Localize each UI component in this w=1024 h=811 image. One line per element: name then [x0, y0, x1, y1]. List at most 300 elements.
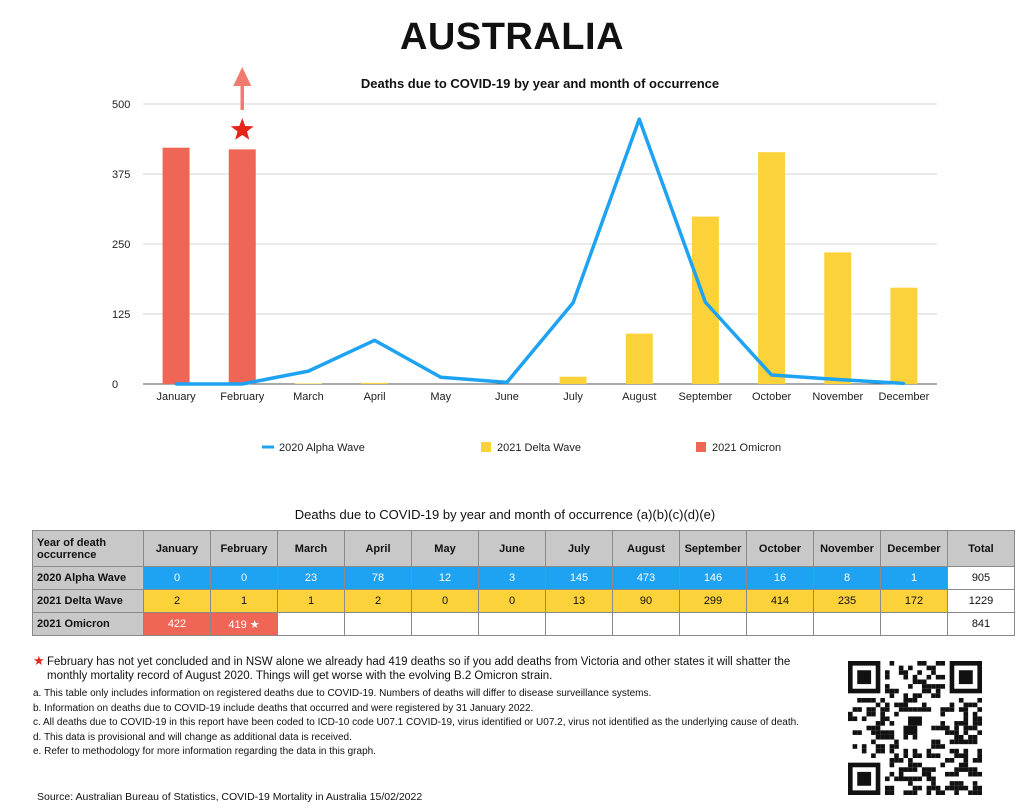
x-tick-label: July [563, 391, 583, 403]
qr-module [940, 661, 945, 666]
qr-module [862, 749, 867, 754]
qr-module [931, 726, 936, 731]
qr-module [954, 726, 959, 731]
table-cell: 1 [278, 590, 345, 613]
qr-module [950, 786, 955, 791]
qr-module [885, 790, 890, 795]
table-cell: 2 [345, 590, 412, 613]
qr-module [940, 721, 945, 726]
qr-module [903, 790, 908, 795]
qr-module [968, 735, 973, 740]
qr-module [964, 703, 969, 708]
x-tick-label: August [622, 391, 657, 403]
qr-module [973, 716, 978, 721]
qr-module [954, 790, 959, 795]
row-label: 2021 Omicron [33, 613, 144, 636]
x-tick-label: March [293, 391, 324, 403]
qr-module [931, 666, 936, 671]
qr-module [880, 712, 885, 717]
arrow-up-icon [233, 67, 251, 86]
qr-module [940, 707, 945, 712]
qr-module [917, 661, 922, 666]
qr-module [890, 744, 895, 749]
qr-module [977, 721, 982, 726]
qr-module [954, 786, 959, 791]
point-june [505, 381, 508, 384]
col-header-november: November [814, 531, 881, 567]
table-cell: 414 [747, 590, 814, 613]
qr-module [968, 772, 973, 777]
qr-module [885, 777, 890, 782]
table-row [33, 613, 1015, 636]
qr-module [876, 735, 881, 740]
table-cell: 78 [345, 567, 412, 590]
point-february [241, 383, 244, 386]
qr-module [853, 730, 858, 735]
qr-module [922, 703, 927, 708]
qr-module [913, 679, 918, 684]
qr-module [894, 753, 899, 758]
qr-module [977, 786, 982, 791]
qr-module [899, 707, 904, 712]
qr-module [894, 689, 899, 694]
col-header-january: January [144, 531, 211, 567]
bar-2021-delta-wave-december [890, 288, 917, 384]
qr-module [973, 712, 978, 717]
qr-module [903, 767, 908, 772]
x-tick-label: June [494, 391, 519, 403]
legend-swatch [696, 442, 706, 452]
qr-module [968, 790, 973, 795]
table-cell [613, 613, 680, 636]
qr-module [922, 661, 927, 666]
qr-module [936, 684, 941, 689]
qr-module [903, 698, 908, 703]
qr-module [908, 781, 913, 786]
qr-module [903, 749, 908, 754]
legend-label: 2020 Alpha Wave [279, 442, 365, 454]
qr-module [853, 707, 858, 712]
qr-module [964, 753, 969, 758]
qr-module [940, 790, 945, 795]
table-cell: 145 [546, 567, 613, 590]
qr-module [922, 684, 927, 689]
table-cell: 13 [546, 590, 613, 613]
qr-module [853, 744, 858, 749]
qr-module [959, 786, 964, 791]
qr-module [908, 758, 913, 763]
qr-module [917, 707, 922, 712]
qr-module [968, 726, 973, 731]
qr-module [964, 763, 969, 768]
qr-module [977, 753, 982, 758]
footnote-a: a. This table only includes information on registered deaths due to COVID-19. Numbers of deaths will differ to disease surveillance systems. [33, 688, 652, 699]
dino-icon-leg [903, 735, 908, 740]
bar-2021-omicron-january [163, 148, 190, 384]
qr-module [885, 670, 890, 675]
qr-module [977, 758, 982, 763]
table-cell: 0 [211, 567, 278, 590]
qr-module [908, 698, 913, 703]
qr-module [927, 666, 932, 671]
qr-module [973, 726, 978, 731]
source-text: Source: Australian Bureau of Statistics, COVID-19 Mortality in Australia 15/02/2022 [37, 791, 423, 803]
col-header-june: June [479, 531, 546, 567]
point-may [439, 376, 442, 379]
qr-module [876, 703, 881, 708]
qr-module [866, 712, 871, 717]
qr-module [866, 726, 871, 731]
qr-module [913, 675, 918, 680]
legend-label: 2021 Delta Wave [497, 442, 581, 454]
qr-module [848, 712, 853, 717]
table-row [33, 590, 1015, 613]
deaths-table [32, 530, 1015, 636]
qr-module [959, 753, 964, 758]
qr-module [913, 767, 918, 772]
qr-module [931, 786, 936, 791]
qr-module [890, 730, 895, 735]
row-total: 841 [948, 613, 1015, 636]
qr-module [936, 786, 941, 791]
point-march [307, 370, 310, 373]
qr-module [899, 767, 904, 772]
qr-module [880, 730, 885, 735]
qr-module [977, 707, 982, 712]
qr-module [908, 767, 913, 772]
x-tick-label: February [220, 391, 265, 403]
qr-module [853, 716, 858, 721]
table-cell [412, 613, 479, 636]
main-title: AUSTRALIA [399, 16, 625, 58]
qr-module [936, 661, 941, 666]
qr-module [964, 712, 969, 717]
qr-module [945, 707, 950, 712]
table-header-row [33, 531, 1015, 567]
qr-module [959, 767, 964, 772]
x-tick-label: December [878, 391, 930, 403]
bar-2021-omicron-february [229, 149, 256, 384]
table-cell: 172 [881, 590, 948, 613]
col-header-october: October [747, 531, 814, 567]
qr-module [936, 740, 941, 745]
qr-module [890, 790, 895, 795]
point-november [836, 378, 839, 381]
table-cell [278, 613, 345, 636]
qr-module [973, 781, 978, 786]
qr-module [908, 707, 913, 712]
qr-module [908, 684, 913, 689]
qr-module [950, 749, 955, 754]
qr-module [913, 693, 918, 698]
qr-module [890, 735, 895, 740]
qr-module [857, 698, 862, 703]
qr-module [922, 707, 927, 712]
table-cell: 0 [144, 567, 211, 590]
qr-module [927, 749, 932, 754]
qr-module [927, 767, 932, 772]
col-header-december: December [881, 531, 948, 567]
table-cell [479, 613, 546, 636]
qr-module [903, 753, 908, 758]
qr-module [917, 753, 922, 758]
qr-module [959, 740, 964, 745]
qr-module [885, 684, 890, 689]
qr-module [890, 721, 895, 726]
qr-module [917, 777, 922, 782]
point-august [638, 118, 641, 121]
table-cell [881, 613, 948, 636]
qr-module [931, 744, 936, 749]
qr-module [954, 753, 959, 758]
qr-module [950, 740, 955, 745]
table-cell: 473 [613, 567, 680, 590]
qr-module [917, 693, 922, 698]
qr-module [894, 712, 899, 717]
qr-module [973, 772, 978, 777]
notes [33, 655, 833, 760]
qr-module [945, 730, 950, 735]
qr-module [927, 689, 932, 694]
qr-module [880, 735, 885, 740]
qr-finder-core [959, 670, 973, 684]
qr-module [927, 772, 932, 777]
qr-module [857, 707, 862, 712]
y-tick-label: 375 [112, 169, 131, 181]
qr-module [973, 721, 978, 726]
table-cell: 23 [278, 567, 345, 590]
dino-icon-leg [913, 735, 918, 740]
qr-module [927, 684, 932, 689]
qr-module [890, 763, 895, 768]
qr-module [885, 716, 890, 721]
qr-module [876, 749, 881, 754]
qr-module [954, 781, 959, 786]
qr-module [954, 740, 959, 745]
qr-module [954, 730, 959, 735]
qr-module [880, 707, 885, 712]
qr-finder-core [857, 772, 871, 786]
star-note [33, 655, 833, 683]
qr-module [940, 744, 945, 749]
qr-module [890, 749, 895, 754]
qr-module [964, 740, 969, 745]
qr-module [940, 684, 945, 689]
qr-module [913, 777, 918, 782]
row-total: 905 [948, 567, 1015, 590]
qr-module [977, 749, 982, 754]
table-cell [747, 613, 814, 636]
table-cell: 3 [479, 567, 546, 590]
legend-label: 2021 Omicron [712, 442, 782, 454]
qr-module [950, 703, 955, 708]
qr-module [876, 721, 881, 726]
qr-module [885, 703, 890, 708]
qr-module [885, 735, 890, 740]
qr-module [977, 698, 982, 703]
qr-module [936, 675, 941, 680]
qr-module [973, 767, 978, 772]
col-header-march: March [278, 531, 345, 567]
dino-icon-body [903, 726, 917, 735]
qr-module [885, 689, 890, 694]
corner-header: Year of death occurrence [33, 531, 144, 567]
qr-module [894, 744, 899, 749]
bar-2021-delta-wave-april [361, 383, 388, 384]
qr-module [903, 707, 908, 712]
point-october [770, 374, 773, 377]
qr-module [931, 740, 936, 745]
bar-2021-delta-wave-november [824, 252, 851, 384]
qr-module [959, 721, 964, 726]
qr-module [890, 772, 895, 777]
star-icon [231, 118, 254, 140]
y-tick-label: 500 [112, 99, 131, 111]
qr-module [950, 772, 955, 777]
col-header-july: July [546, 531, 613, 567]
qr-module [954, 749, 959, 754]
x-tick-label: November [812, 391, 864, 403]
qr-module [964, 726, 969, 731]
qr-module [880, 744, 885, 749]
qr-module [968, 767, 973, 772]
table-cell: 1 [881, 567, 948, 590]
table-cell: 8 [814, 567, 881, 590]
qr-module [871, 726, 876, 731]
qr-module [899, 703, 904, 708]
qr-module [931, 777, 936, 782]
table-cell: 1 [211, 590, 278, 613]
qr-module [940, 726, 945, 731]
table-cell: 299 [680, 590, 747, 613]
point-july [572, 301, 575, 304]
qr-module [940, 712, 945, 717]
star-note-text: February has not yet concluded and in NSW alone we already had 419 deaths so if you add deaths from Victoria and other states it will shatter the monthly mortality record of August 2020. Things will get worse with the evolving B.2 Omicron strain. [47, 656, 791, 682]
table-cell: 419 ★ [211, 613, 278, 636]
qr-module [959, 707, 964, 712]
qr-module [964, 707, 969, 712]
qr-module [936, 753, 941, 758]
qr-module [876, 726, 881, 731]
table-cell: 0 [479, 590, 546, 613]
footnote-d: d. This data is provisional and will change as additional data is received. [33, 731, 352, 743]
qr-module [977, 790, 982, 795]
qr-module [977, 730, 982, 735]
qr-module [927, 753, 932, 758]
qr-module [950, 781, 955, 786]
line-2020-alpha-wave [176, 119, 904, 384]
qr-module [973, 790, 978, 795]
x-tick-label: October [752, 391, 792, 403]
qr-module [871, 740, 876, 745]
qr-module [899, 758, 904, 763]
qr-module [973, 786, 978, 791]
table-cell [814, 613, 881, 636]
qr-module [908, 777, 913, 782]
point-september [704, 301, 707, 304]
qr-module [931, 753, 936, 758]
qr-code-icon[interactable] [848, 661, 982, 795]
qr-module [968, 740, 973, 745]
qr-module [945, 772, 950, 777]
y-tick-label: 250 [112, 239, 131, 251]
point-april [373, 339, 376, 342]
qr-module [922, 679, 927, 684]
bar-2021-delta-wave-august [626, 334, 653, 384]
footnote-b: b. Information on deaths due to COVID-19 include deaths that occurred and were registered by 31 January 2022. [33, 702, 534, 714]
qr-module [964, 730, 969, 735]
qr-module [862, 698, 867, 703]
qr-module [903, 675, 908, 680]
qr-module [908, 763, 913, 768]
qr-module [927, 707, 932, 712]
qr-module [936, 790, 941, 795]
qr-module [936, 744, 941, 749]
x-tick-label: April [363, 391, 386, 403]
qr-module [917, 763, 922, 768]
col-header-september: September [680, 531, 747, 567]
table-row [33, 567, 1015, 590]
qr-module [890, 786, 895, 791]
qr-module [908, 666, 913, 671]
qr-module [885, 707, 890, 712]
qr-module [880, 698, 885, 703]
x-tick-label: May [430, 391, 452, 403]
qr-module [927, 675, 932, 680]
qr-module [931, 781, 936, 786]
table-cell: 2 [144, 590, 211, 613]
qr-module [940, 675, 945, 680]
qr-module [973, 758, 978, 763]
qr-module [917, 670, 922, 675]
col-header-total: Total [948, 531, 1015, 567]
table-cell: 0 [412, 590, 479, 613]
qr-module [871, 753, 876, 758]
qr-module [959, 698, 964, 703]
qr-module [913, 753, 918, 758]
col-header-february: February [211, 531, 278, 567]
qr-module [885, 786, 890, 791]
col-header-may: May [412, 531, 479, 567]
qr-module [913, 786, 918, 791]
qr-module [866, 698, 871, 703]
y-tick-label: 125 [112, 309, 131, 321]
qr-module [871, 712, 876, 717]
qr-module [917, 679, 922, 684]
point-december [902, 382, 905, 385]
qr-module [927, 777, 932, 782]
row-total: 1229 [948, 590, 1015, 613]
y-tick-label: 0 [112, 379, 119, 391]
qr-module [894, 777, 899, 782]
qr-module [913, 707, 918, 712]
qr-module [899, 777, 904, 782]
qr-module [890, 693, 895, 698]
table-cell [680, 613, 747, 636]
qr-module [899, 670, 904, 675]
col-header-august: August [613, 531, 680, 567]
qr-module [927, 786, 932, 791]
qr-module [950, 758, 955, 763]
qr-module [964, 767, 969, 772]
table-cell: 16 [747, 567, 814, 590]
qr-module [871, 730, 876, 735]
qr-module [931, 693, 936, 698]
x-tick-label: September [678, 391, 733, 403]
qr-module [871, 698, 876, 703]
star-icon: ★ [33, 653, 45, 668]
qr-module [950, 730, 955, 735]
